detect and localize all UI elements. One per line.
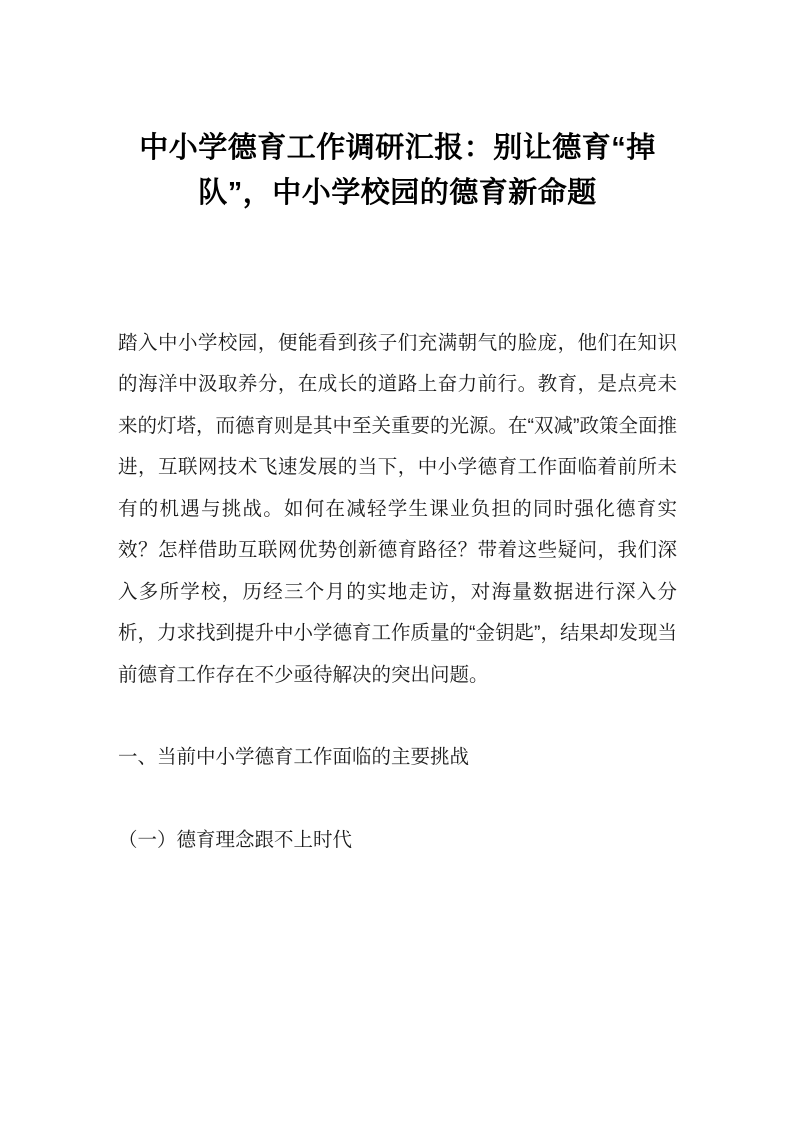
document-body [118,0,677,861]
intro-paragraph: 踏入中小学校园，便能看到孩子们充满朝气的脸庞，他们在知识的海洋中汲取养分，在成长的道路上奋力前行。教育，是点亮未来的灯塔，而德育则是其中至关重要的光源。在“双减”政策全面推进，互联网技术飞速发展的当下，中小学德育工作面临着前所未有的机遇与挑战。如何在减轻学生课业负担的同时强化德育实效？怎样借助互联网优势创新德育路径？带着这些疑问，我们深入多所学校，历经三个月的实地走访，对海量数据进行深入分析，力求找到提升中小学德育工作质量的“金钥匙”，结果却发现当前德育工作存在不少亟待解决的突出问题。 [118,331,677,686]
page-title: 中小学德育工作调研汇报：别让德育“掉队”，中小学校园的德育新命题 [139,132,656,209]
section-heading-1: 一、当前中小学德育工作面临的主要挑战 [118,746,470,769]
sub-heading-1: （一）德育理念跟不上时代 [118,828,353,851]
